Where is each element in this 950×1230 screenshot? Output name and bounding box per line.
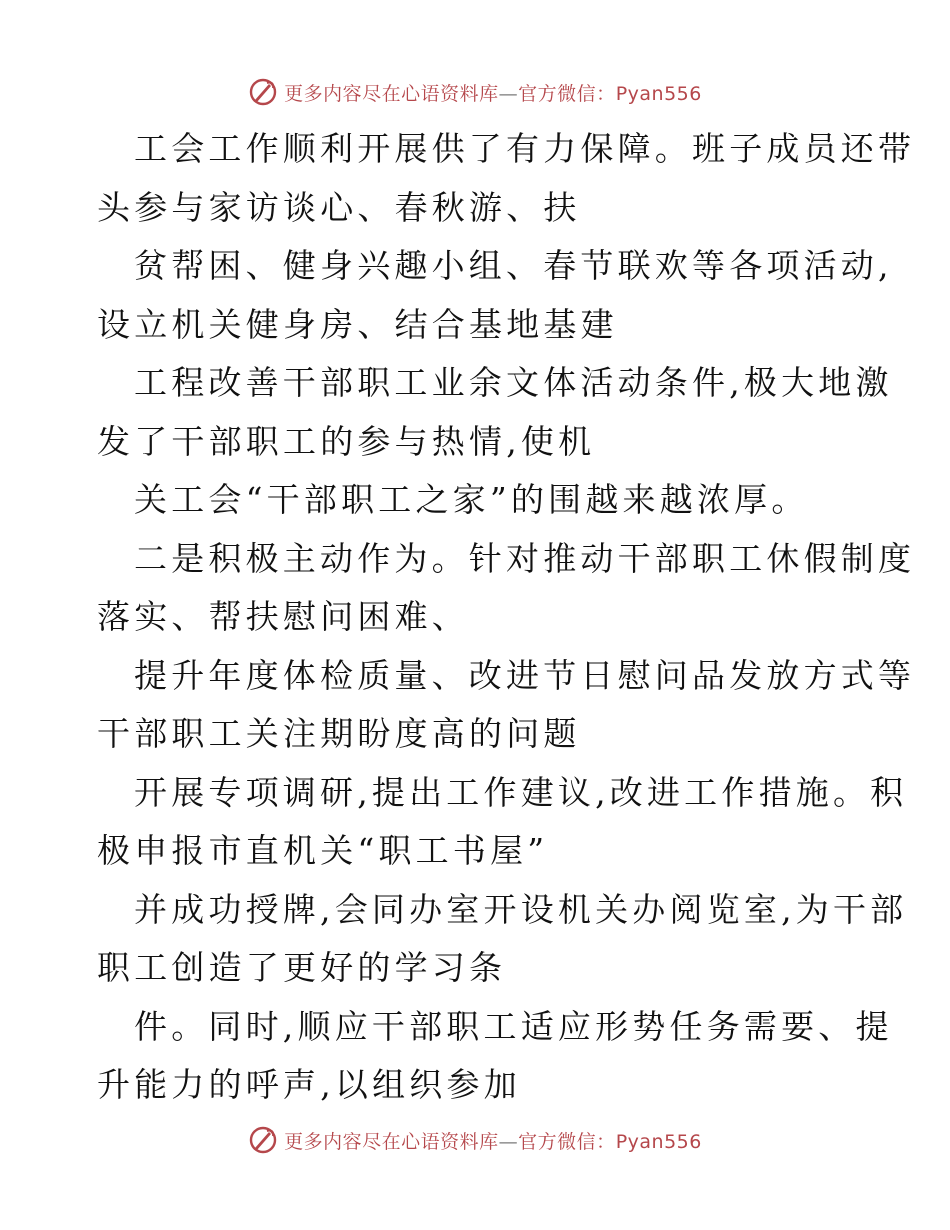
body-line: 升能力的呼声,以组织参加 [97,1065,521,1104]
body-line: 工会工作顺利开展供了有力保障。班子成员还带 [134,129,916,168]
body-line: 极申报市直机关“职工书屋” [97,831,549,870]
body-line: 关工会“干部职工之家”的围越来越浓厚。 [134,480,809,519]
body-line: 件。同时,顺应干部职工适应形势任务需要、提 [134,1006,893,1046]
header-watermark-banner [0,72,950,112]
body-line: 贫帮困、健身兴趣小组、春节联欢等各项活动, [134,246,893,285]
body-line: 头参与家访谈心、春秋游、扶 [97,187,581,227]
body-line: 落实、帮扶慰问困难、 [97,597,469,636]
body-line: 职工创造了更好的学习条 [97,948,507,987]
footer-watermark-banner [0,1120,950,1160]
body-line: 并成功授牌,会同办室开设机关办阅览室,为干部 [134,889,908,929]
quill-logo-icon [248,77,278,107]
body-line: 干部职工关注期盼度高的问题 [97,714,581,753]
body-line: 二是积极主动作为。针对推动干部职工休假制度 [134,538,916,578]
quill-logo-icon [248,1125,278,1155]
body-line: 开展专项调研,提出工作建议,改进工作措施。积 [134,772,908,812]
banner-text: 更多内容尽在心语资料库—官方微信：Pyan556 [284,1130,702,1153]
body-line: 设立机关健身房、结合基地基建 [97,304,618,344]
banner-text: 更多内容尽在心语资料库—官方微信：Pyan556 [284,82,702,105]
body-line: 发了干部职工的参与热情,使机 [97,421,596,461]
body-line: 提升年度体检质量、改进节日慰问品发放方式等 [134,655,916,695]
document-body [97,120,916,1115]
body-line: 工程改善干部职工业余文体活动条件,极大地激 [134,363,893,402]
